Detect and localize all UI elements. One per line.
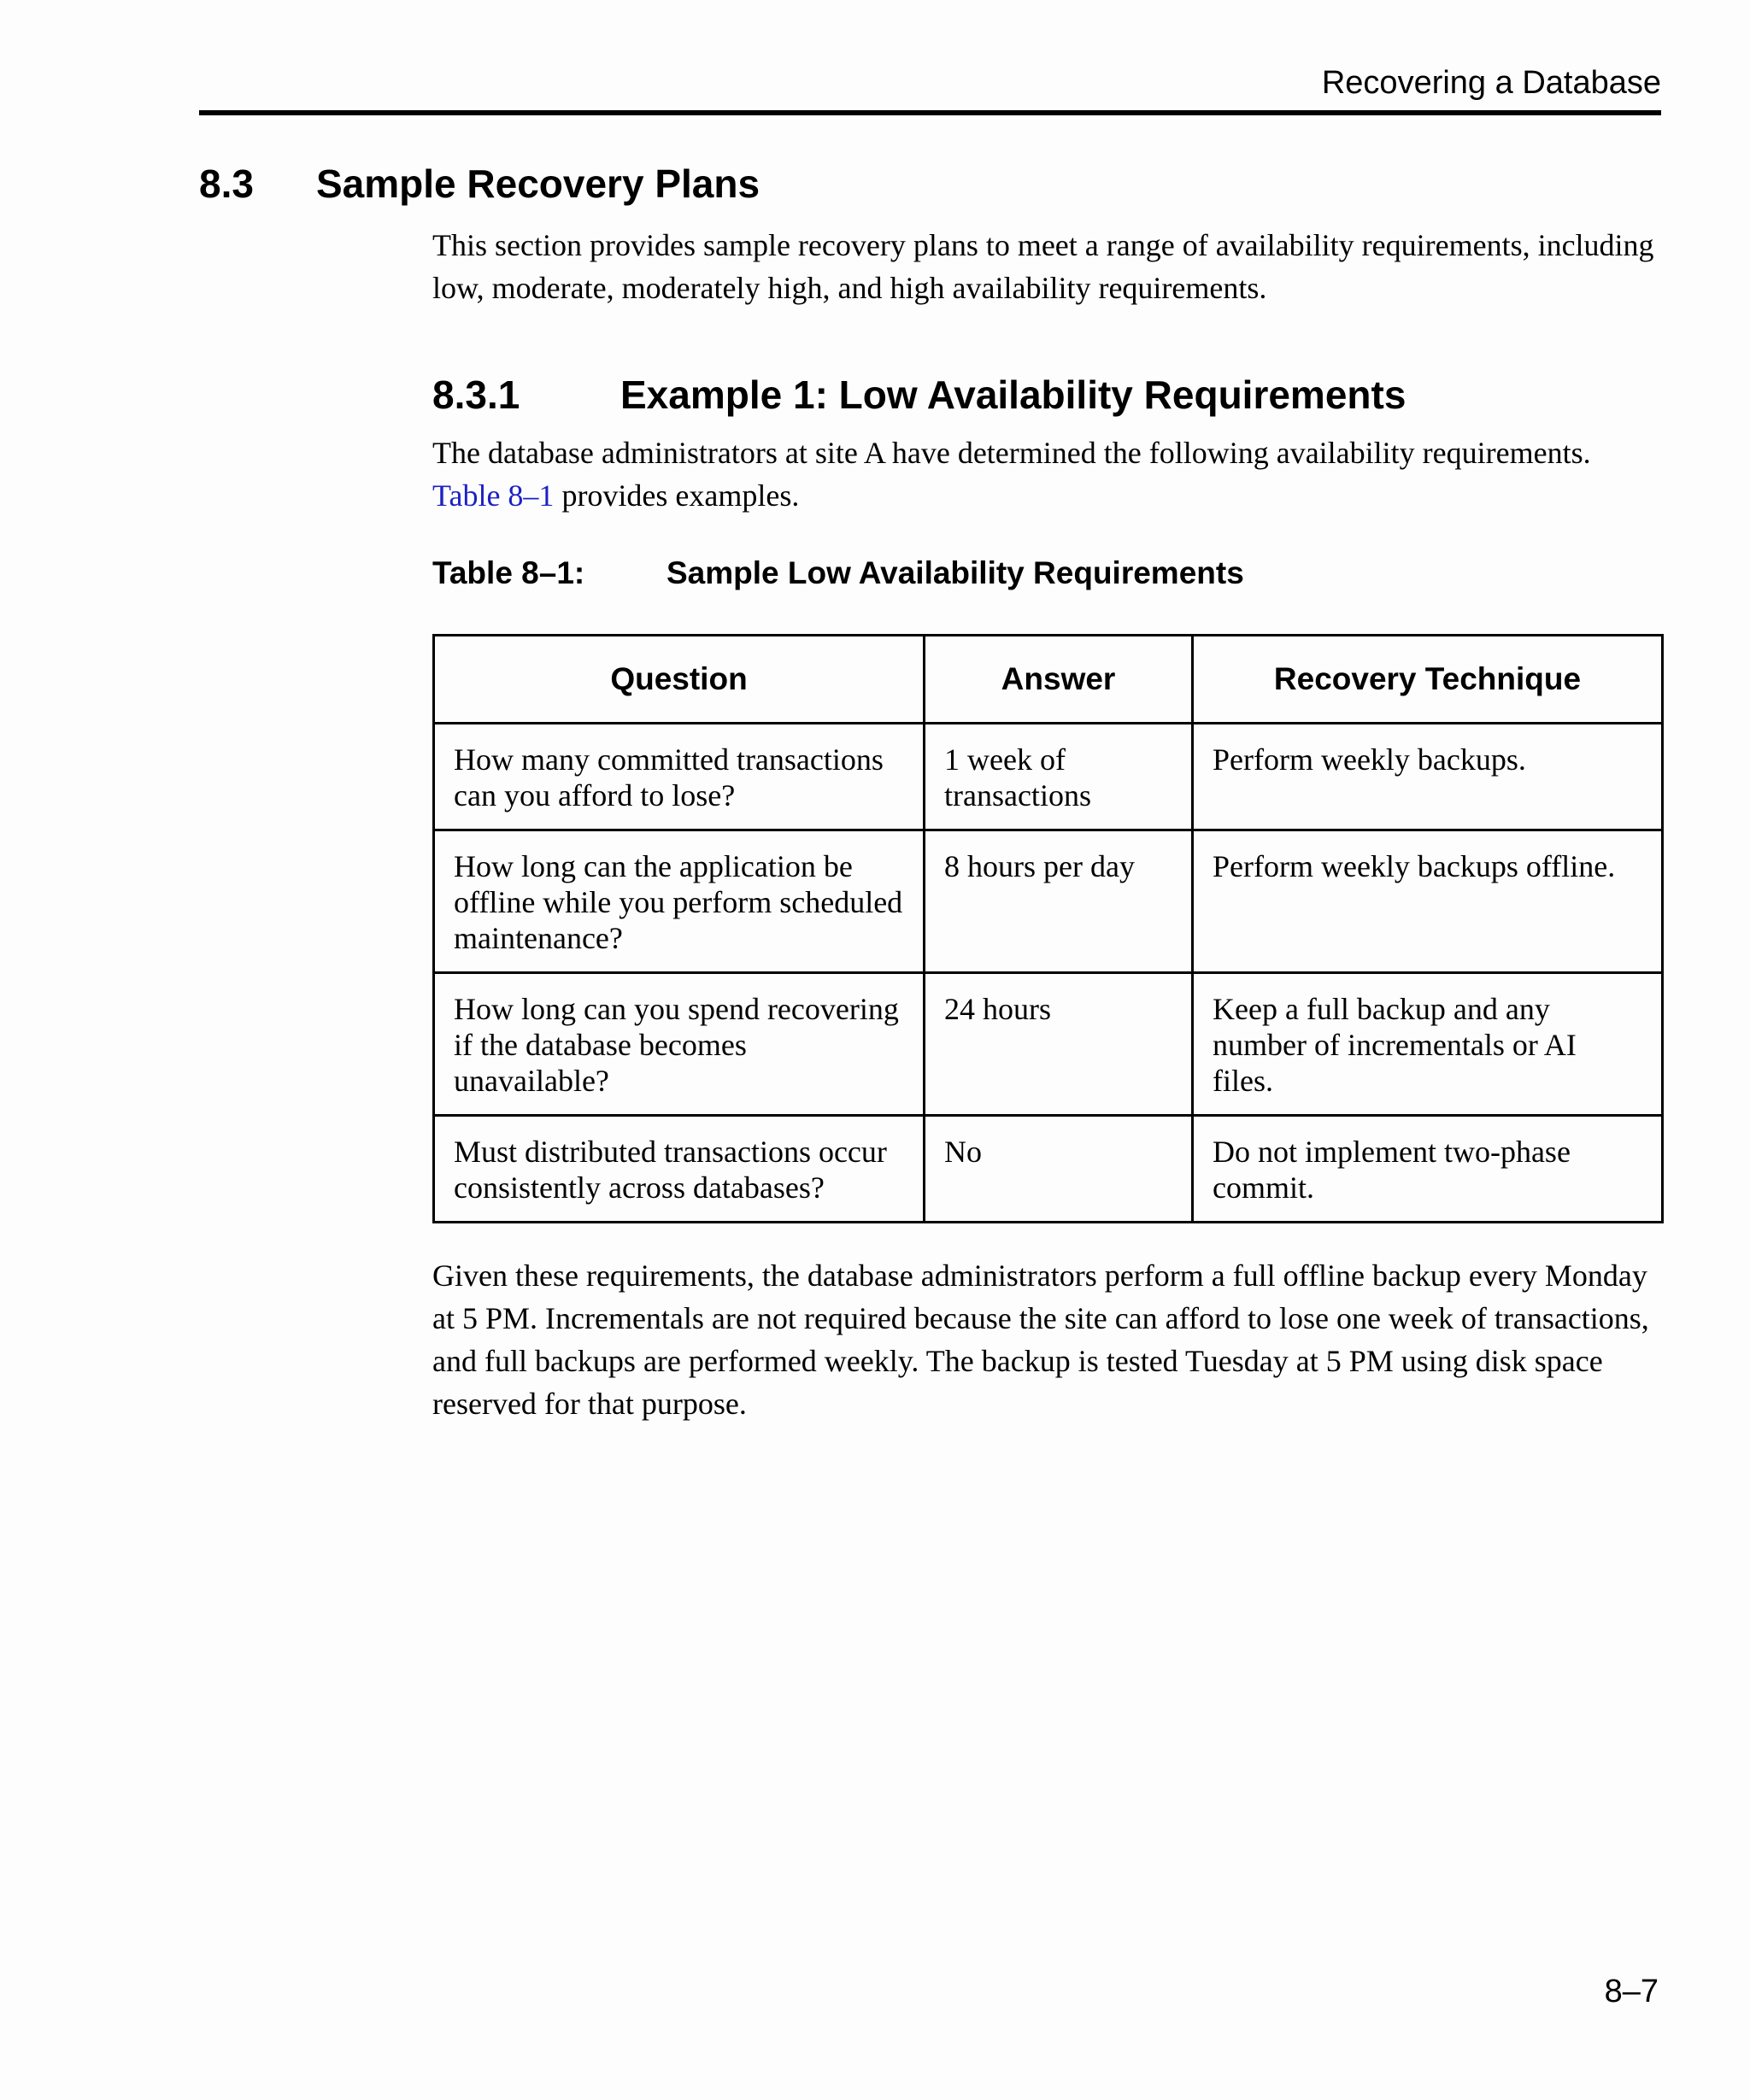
running-header: Recovering a Database <box>1321 65 1661 101</box>
question-cell: Must distributed transactions occur consistently across databases? <box>434 1116 925 1223</box>
table-row <box>434 973 1663 1116</box>
column-header-recovery-technique: Recovery Technique <box>1193 636 1663 724</box>
answer-cell: 8 hours per day <box>925 830 1193 973</box>
question-cell: How long can you spend recovering if the database becomes unavailable? <box>434 973 925 1116</box>
header-rule <box>199 110 1661 115</box>
table-link[interactable]: Table 8–1 <box>432 478 555 513</box>
closing-paragraph: Given these requirements, the database administrators perform a full offline backup every Monday at 5 PM. Incrementals are not required because the site can afford to lose one week of transactions, and full backups are performed weekly. The backup is tested Tuesday at 5 PM using disk space reserved for that purpose. <box>432 1258 1649 1421</box>
table-row <box>434 1116 1663 1223</box>
section-number: 8.3 <box>199 161 254 206</box>
requirements-table <box>432 634 1664 1223</box>
table-header-row <box>434 636 1663 724</box>
table-caption-title: Sample Low Availability Requirements <box>667 555 1244 590</box>
technique-cell: Perform weekly backups offline. <box>1193 830 1663 973</box>
question-cell: How many committed transactions can you afford to lose? <box>434 724 925 830</box>
technique-cell: Do not implement two-phase commit. <box>1193 1116 1663 1223</box>
column-header-question: Question <box>434 636 925 724</box>
table-caption-number: Table 8–1: <box>432 555 585 590</box>
subsection-number: 8.3.1 <box>432 372 520 417</box>
subsection-paragraph-tail: provides examples. <box>554 478 800 513</box>
answer-cell: 24 hours <box>925 973 1193 1116</box>
section-title: Sample Recovery Plans <box>316 161 760 206</box>
answer-cell: 1 week of transactions <box>925 724 1193 830</box>
subsection-paragraph-text: The database administrators at site A have determined the following availability requirements. <box>432 436 1591 470</box>
subsection-title: Example 1: Low Availability Requirements <box>620 372 1406 417</box>
subsection-paragraph <box>432 431 1663 517</box>
section-intro: This section provides sample recovery plans to meet a range of availability requirements, including low, moderate, moderately high, and high availability requirements. <box>432 228 1654 305</box>
table-row <box>434 830 1663 973</box>
answer-cell: No <box>925 1116 1193 1223</box>
table-row <box>434 724 1663 830</box>
technique-cell: Keep a full backup and any number of incrementals or AI files. <box>1193 973 1663 1116</box>
technique-cell: Perform weekly backups. <box>1193 724 1663 830</box>
page-number: 8–7 <box>1604 1974 1659 2009</box>
question-cell: How long can the application be offline while you perform scheduled maintenance? <box>434 830 925 973</box>
column-header-answer: Answer <box>925 636 1193 724</box>
